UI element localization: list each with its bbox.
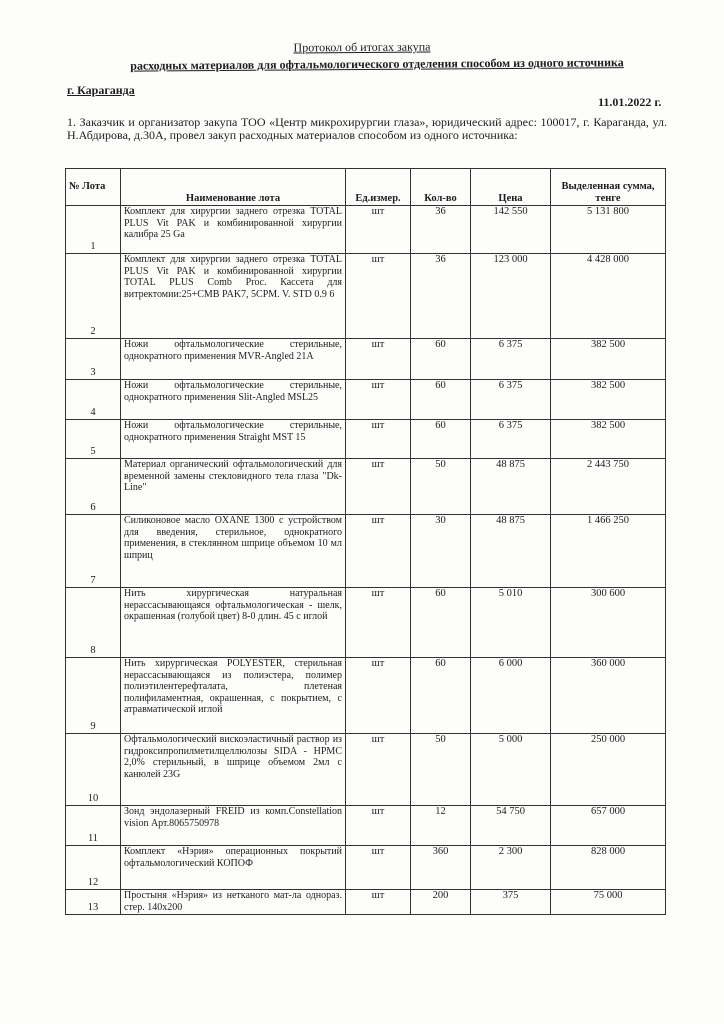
column-header-qty: Кол-во (411, 169, 471, 206)
column-header-lot: № Лота (66, 169, 121, 206)
document-subtitle: расходных материалов для офтальмологического отделения способом из одного источника (130, 55, 624, 73)
price-cell: 142 550 (471, 206, 551, 254)
unit-cell: шт (346, 515, 411, 588)
unit-cell: шт (346, 380, 411, 420)
table-row (66, 806, 666, 846)
unit-cell: шт (346, 459, 411, 515)
lot-name-cell: Нить хирургическая натуральная нерассасывающаяся офтальмологическая - шелк, окрашенная (голубой цвет) 8-0 длин. 45 с иглой (121, 588, 346, 658)
sum-cell: 828 000 (551, 846, 666, 890)
quantity-cell: 30 (411, 515, 471, 588)
price-cell: 123 000 (471, 254, 551, 339)
table-row (66, 846, 666, 890)
price-cell: 48 875 (471, 459, 551, 515)
lot-name-cell: Офтальмологический вискоэластичный раствор из гидроксипропилметилцеллюлозы SIDA - HPMC 2,0% стерильный, в шприце объемом 2мл с канюлей 23G (121, 734, 346, 806)
price-cell: 54 750 (471, 806, 551, 846)
table-row (66, 206, 666, 254)
price-cell: 6 375 (471, 380, 551, 420)
table-row (66, 515, 666, 588)
unit-cell: шт (346, 846, 411, 890)
unit-cell: шт (346, 420, 411, 459)
price-cell: 6 375 (471, 339, 551, 380)
quantity-cell: 36 (411, 254, 471, 339)
lots-table (65, 168, 666, 915)
lot-number-cell: 4 (66, 380, 121, 420)
table-row (66, 734, 666, 806)
lot-number-cell: 13 (66, 890, 121, 915)
sum-cell: 382 500 (551, 420, 666, 459)
lot-name-cell: Комплект «Нэрия» операционных покрытий офтальмологический КОПОФ (121, 846, 346, 890)
lot-number-cell: 11 (66, 806, 121, 846)
lot-number-cell: 10 (66, 734, 121, 806)
lot-name-cell: Комплект для хирургии заднего отрезка TOTAL PLUS Vit PAK и комбинированной хирургии калибра 25 Ga (121, 206, 346, 254)
price-cell: 6 000 (471, 658, 551, 734)
sum-cell: 250 000 (551, 734, 666, 806)
table-row (66, 890, 666, 915)
lot-name-cell: Ножи офтальмологические стерильные, однократного применения Straight MST 15 (121, 420, 346, 459)
lot-name-cell: Зонд эндолазерный FREID из комп.Constellation vision Арт.8065750978 (121, 806, 346, 846)
document-date: 11.01.2022 г. (598, 95, 662, 109)
sum-cell: 382 500 (551, 380, 666, 420)
unit-cell: шт (346, 890, 411, 915)
lot-name-cell: Ножи офтальмологические стерильные, однократного применения Slit-Angled MSL25 (121, 380, 346, 420)
lot-number-cell: 9 (66, 658, 121, 734)
unit-cell: шт (346, 588, 411, 658)
unit-cell: шт (346, 734, 411, 806)
city-label: г. Караганда (67, 83, 135, 97)
lot-name-cell: Простыня «Нэрия» из нетканого мат-ла однораз. стер. 140x200 (121, 890, 346, 915)
lot-name-cell: Комплект для хирургии заднего отрезка TOTAL PLUS Vit PAK и комбинированной хирургии TOTAL PLUS Comb Proc. Кассета для витректомии:25+CMB PAK7, 5CPM. V. STD 0.9 6 (121, 254, 346, 339)
sum-cell: 4 428 000 (551, 254, 666, 339)
table-row (66, 380, 666, 420)
lot-number-cell: 2 (66, 254, 121, 339)
quantity-cell: 60 (411, 588, 471, 658)
table-body (66, 206, 666, 915)
price-cell: 375 (471, 890, 551, 915)
sum-cell: 360 000 (551, 658, 666, 734)
sum-cell: 2 443 750 (551, 459, 666, 515)
sum-cell: 5 131 800 (551, 206, 666, 254)
price-cell: 6 375 (471, 420, 551, 459)
quantity-cell: 36 (411, 206, 471, 254)
intro-paragraph: 1. Заказчик и организатор закупа ТОО «Центр микрохирургии глаза», юридический адрес: 100017, г. Караганда, ул. Н.Абдирова, д.30А, провел закуп расходных материалов способом из одного источника: (67, 115, 667, 142)
lot-number-cell: 7 (66, 515, 121, 588)
column-header-price: Цена (471, 169, 551, 206)
lot-number-cell: 3 (66, 339, 121, 380)
lot-number-cell: 5 (66, 420, 121, 459)
table-row (66, 254, 666, 339)
document-title: Протокол об итогах закупа (293, 39, 431, 55)
lot-name-cell: Нить хирургическая POLYESTER, стерильная нерассасывающаяся из полиэстера, полимер полиэтилентерефталата, плетеная полифиламентная, окрашенная, с покрытием, с атравматической иглой (121, 658, 346, 734)
lot-name-cell: Силиконовое масло OXANE 1300 с устройством для введения, стерильное, однократного применения, в стеклянном шприце объемом 10 мл шприц (121, 515, 346, 588)
lot-number-cell: 1 (66, 206, 121, 254)
quantity-cell: 60 (411, 420, 471, 459)
sum-cell: 382 500 (551, 339, 666, 380)
quantity-cell: 50 (411, 459, 471, 515)
table-row (66, 588, 666, 658)
lot-name-cell: Ножи офтальмологические стерильные, однократного применения MVR-Angled 21A (121, 339, 346, 380)
lot-number-cell: 6 (66, 459, 121, 515)
sum-cell: 657 000 (551, 806, 666, 846)
unit-cell: шт (346, 206, 411, 254)
unit-cell: шт (346, 254, 411, 339)
unit-cell: шт (346, 806, 411, 846)
column-header-unit: Ед.измер. (346, 169, 411, 206)
quantity-cell: 50 (411, 734, 471, 806)
quantity-cell: 12 (411, 806, 471, 846)
sum-cell: 300 600 (551, 588, 666, 658)
quantity-cell: 200 (411, 890, 471, 915)
table-row (66, 658, 666, 734)
sum-cell: 75 000 (551, 890, 666, 915)
lot-number-cell: 12 (66, 846, 121, 890)
price-cell: 5 010 (471, 588, 551, 658)
unit-cell: шт (346, 339, 411, 380)
column-header-sum: Выделенная сумма, тенге (551, 169, 666, 206)
lot-name-cell: Материал органический офтальмологический для временной замены стекловидного тела глаза "Dk-Line" (121, 459, 346, 515)
price-cell: 2 300 (471, 846, 551, 890)
price-cell: 48 875 (471, 515, 551, 588)
quantity-cell: 60 (411, 339, 471, 380)
table-header-row (66, 169, 666, 206)
table-row (66, 420, 666, 459)
price-cell: 5 000 (471, 734, 551, 806)
quantity-cell: 60 (411, 658, 471, 734)
table-row (66, 339, 666, 380)
quantity-cell: 60 (411, 380, 471, 420)
sum-cell: 1 466 250 (551, 515, 666, 588)
quantity-cell: 360 (411, 846, 471, 890)
unit-cell: шт (346, 658, 411, 734)
table-row (66, 459, 666, 515)
lot-number-cell: 8 (66, 588, 121, 658)
column-header-name: Наименование лота (121, 169, 346, 206)
